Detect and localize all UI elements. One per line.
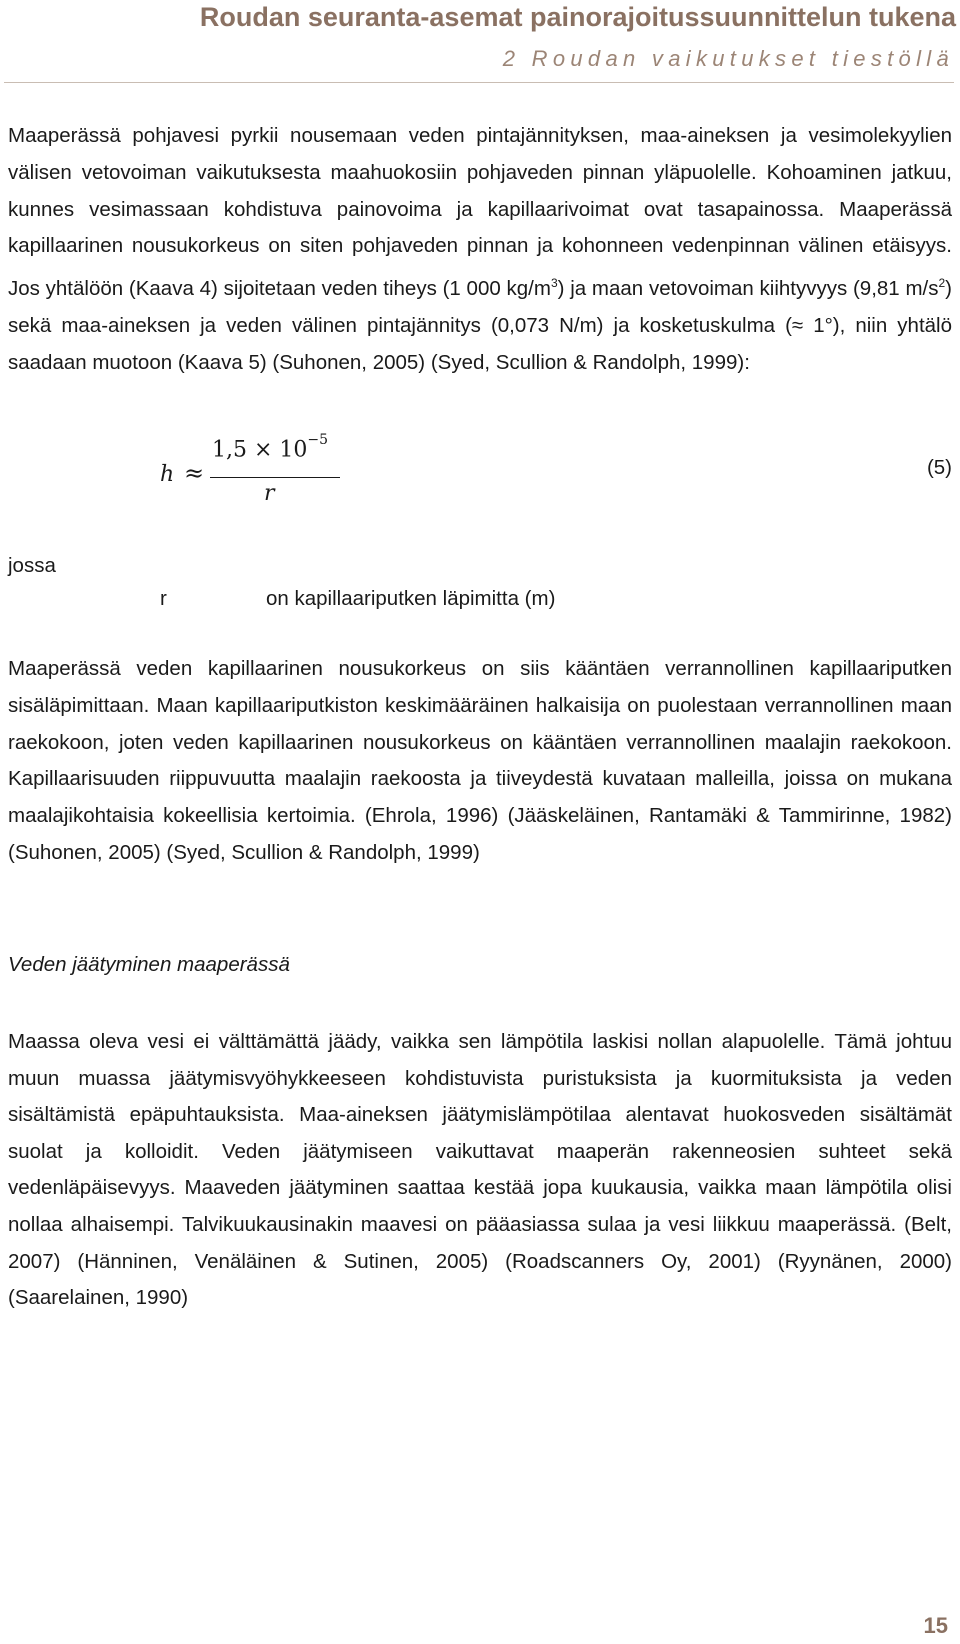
variable-symbol: r: [160, 587, 167, 610]
paragraph-capillary-rise: [8, 118, 952, 381]
numerator-base: 1,5 × 10: [212, 437, 308, 463]
paragraph-text: Maaperässä pohjavesi pyrkii nousemaan veden pintajännityksen, maa-aineksen ja vesimolekyylien välisen vetovoiman vaikutuksesta maahuokosiin pohjaveden pinnan yläpuolelle. Kohoaminen jatkuu, kunnes vesimassaan kohdistuva painovoima ja kapillaarivoimat ovat tasapainossa. Maaperässä kapillaarinen nousukorkeus on siten pohjaveden pinnan ja kohonneen vedenpinnan välinen etäisyys. Jos yhtälöön (Kaava 4) sijoitetaan veden tiheys (1 000 kg/m: [8, 124, 952, 301]
equation-number: (5): [926, 456, 952, 479]
paragraph-freezing: Maassa oleva vesi ei välttämättä jäädy, vaikka sen lämpötila laskisi nollan alapuolelle. Tämä johtuu muun muassa jäätymisvyöhykkeeseen kohdistuvista puristuksista ja kuormituksista ja veden sisältämistä epäpuhtauksista. Maa-aineksen jäätymislämpötilaa alentavat huokosveden sisältämät suolat ja kolloidit. Veden jäätymiseen vaikuttavat maaperän rakenneosien suhteet sekä vedenläpäisevyys. Maaveden jäätyminen saattaa kestää jopa kuukausia, vaikka maan lämpötila olisi nollaa alhaisempi. Talvikuukausinakin maavesi on pääasiassa sulaa ja vesi liikkuu maaperässä. (Belt, 2007) (Hänninen, Venäläinen & Sutinen, 2005) (Roadscanners Oy, 2001) (Ryynänen, 2000) (Saarelainen, 1990): [8, 1030, 952, 1310]
fraction-bar: [210, 477, 340, 478]
header-divider: [4, 82, 954, 83]
chapter-title: 2 Roudan vaikutukset tiestöllä: [502, 46, 954, 71]
where-label: jossa: [8, 554, 56, 577]
approx-symbol: ≈: [184, 459, 205, 487]
variable-description: on kapillaariputken läpimitta (m): [266, 587, 556, 610]
document-title: Roudan seuranta-asemat painorajoitussuunnittelun tukena: [199, 2, 956, 32]
superscript: 2: [938, 276, 946, 291]
paragraph-text: ) ja maan vetovoiman kiihtyvyys (9,81 m/s: [557, 277, 939, 301]
paragraph-inverse-proportion: Maaperässä veden kapillaarinen nousukorkeus on siis kääntäen verrannollinen kapillaariputken sisäläpimittaan. Maan kapillaariputkiston keskimääräinen halkaisija on puolestaan verrannollinen maan raekokoon, joten veden kapillaarinen nousukorkeus on kääntäen verrannollinen maalajin raekokoon. Kapillaarisuuden riippuvuutta maalajin raekoosta ja tiiveydestä kuvataan malleilla, joissa on mukana maalajikohtaisia kokeellisia kertoimia. (Ehrola, 1996) (Jääskeläinen, Rantamäki & Tammirinne, 1982) (Suhonen, 2005) (Syed, Scullion & Randolph, 1999): [8, 657, 952, 864]
page-number: 15: [923, 1613, 948, 1638]
numerator-exponent: −5: [307, 432, 329, 448]
section-heading: Veden jäätyminen maaperässä: [8, 953, 290, 976]
equation-numerator: [212, 432, 329, 463]
superscript: 3: [550, 276, 558, 291]
equation-lhs: h: [160, 462, 175, 487]
paragraph-text: ) sekä maa-aineksen ja veden välinen pintajännitys (0,073 N/m) ja kosketuskulma (≈ 1°), niin yhtälö saadaan muotoon (Kaava 5) (Suhonen, 2005) (Syed, Scullion & Randolph, 1999):: [8, 277, 952, 374]
equation-denominator: r: [264, 481, 275, 506]
